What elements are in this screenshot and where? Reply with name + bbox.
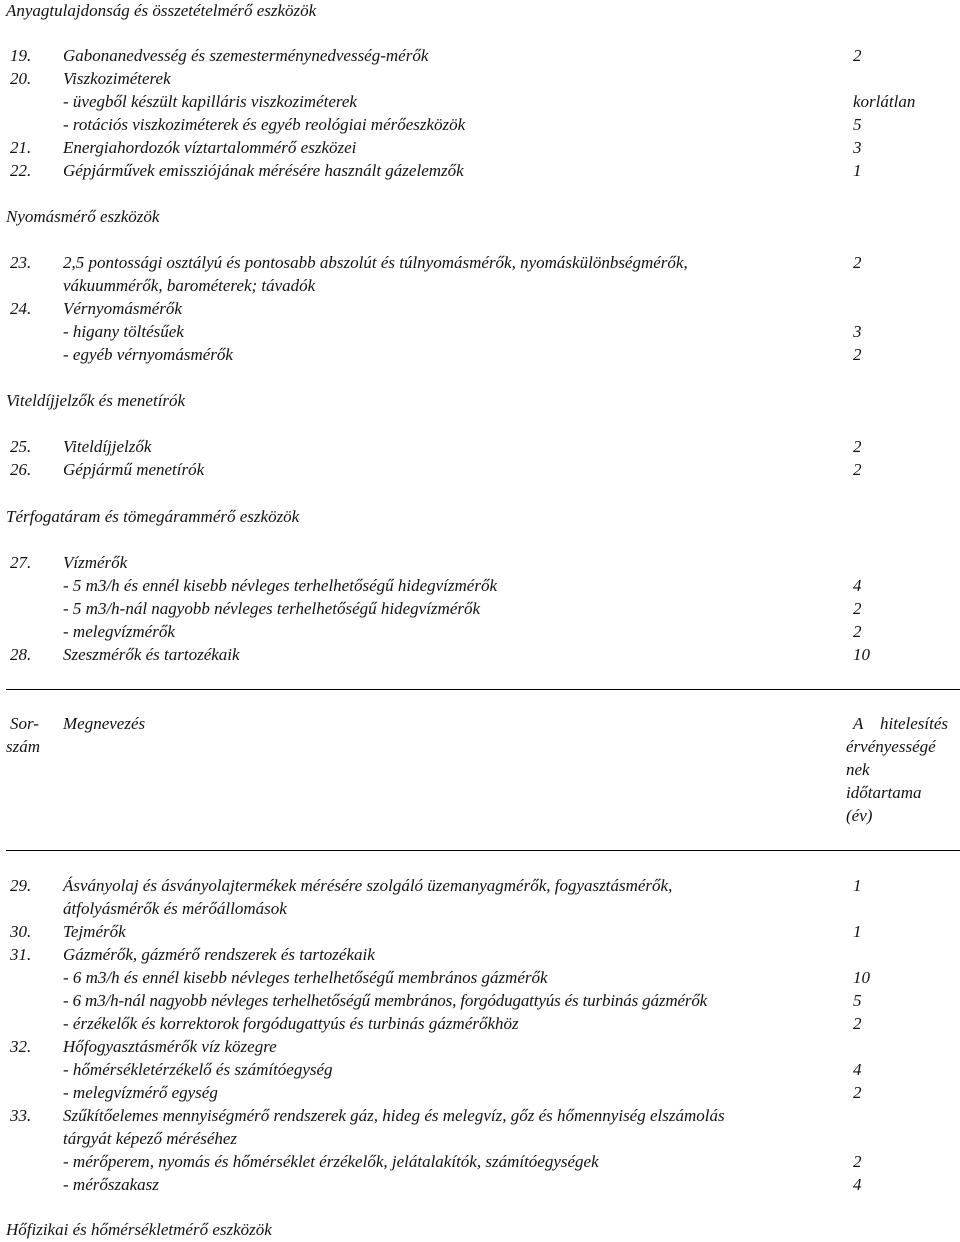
item-31a-value: 10 (853, 968, 870, 987)
item-31b-value: 5 (853, 991, 862, 1010)
item-19-value: 2 (853, 46, 862, 65)
table-header-top-rule (6, 689, 960, 690)
item-24-number: 24. (10, 299, 32, 318)
item-27c-value: 2 (853, 622, 862, 641)
item-32a-value: 4 (853, 1060, 862, 1079)
item-32b-value: 2 (853, 1083, 862, 1102)
item-29-number: 29. (10, 876, 32, 895)
item-29-value: 1 (853, 876, 862, 895)
header-col-sorszam-line2: szám (6, 737, 41, 756)
item-20a-value: korlátlan (853, 92, 916, 111)
header-col-megnevezes: Megnevezés (63, 714, 146, 733)
item-24-text: Vérnyomásmérők (63, 299, 182, 318)
item-33b-value: 4 (853, 1175, 862, 1194)
header-col-ido-line4: időtartama (846, 783, 922, 802)
header-col-ido-line3: nek (846, 760, 870, 779)
item-33-number: 33. (10, 1106, 32, 1125)
item-19-number: 19. (10, 46, 32, 65)
section-title-nyomasmero: Nyomásmérő eszközök (6, 207, 160, 226)
item-27-number: 27. (10, 553, 32, 572)
item-22-number: 22. (10, 161, 32, 180)
section-title-anyagtulajdonsag: Anyagtulajdonság és összetételmérő eszközök (6, 1, 317, 20)
item-27c-text: - melegvízmérők (63, 622, 175, 641)
item-23-value: 2 (853, 253, 862, 272)
item-28-number: 28. (10, 645, 32, 664)
item-25-value: 2 (853, 437, 862, 456)
item-31-text: Gázmérők, gázmérő rendszerek és tartozékaik (63, 945, 375, 964)
section-title-terfogataram: Térfogatáram és tömegárammérő eszközök (6, 507, 300, 526)
item-22-value: 1 (853, 161, 862, 180)
item-29-text: Ásványolaj és ásványolajtermékek mérésére szolgáló üzemanyagmérők, fogyasztásmérők, (63, 876, 673, 895)
item-20b-value: 5 (853, 115, 862, 134)
header-col-ido-line2: érvényességé (846, 737, 936, 756)
item-28-value: 10 (853, 645, 870, 664)
item-20-text: Viszkoziméterek (63, 69, 171, 88)
item-23-text: 2,5 pontossági osztályú és pontosabb abszolút és túlnyomásmérők, nyomáskülönbségmérők, (63, 253, 688, 272)
section-title-hofizikai: Hőfizikai és hőmérsékletmérő eszközök (6, 1220, 272, 1239)
item-32a-text: - hőmérsékletérzékelő és számítóegység (63, 1060, 333, 1079)
item-27a-value: 4 (853, 576, 862, 595)
item-32b-text: - melegvízmérő egység (63, 1083, 218, 1102)
item-32-number: 32. (10, 1037, 32, 1056)
item-29-text-line2: átfolyásmérők és mérőállomások (63, 899, 287, 918)
item-24a-value: 3 (853, 322, 862, 341)
item-33-text-line2: tárgyát képező méréséhez (63, 1129, 238, 1148)
item-32-text: Hőfogyasztásmérők víz közegre (63, 1037, 277, 1056)
header-col-ido-line5: (év) (846, 806, 873, 825)
header-col-ido-word-hitelesites: hitelesítés (880, 714, 948, 733)
item-26-text: Gépjármű menetírók (63, 460, 205, 479)
item-25-text: Viteldíjjelzők (63, 437, 152, 456)
item-27b-value: 2 (853, 599, 862, 618)
section-title-viteldijjelzok: Viteldíjjelzők és menetírók (6, 391, 186, 410)
item-33a-text: - mérőperem, nyomás és hőmérséklet érzékelők, jelátalakítók, számítóegységek (63, 1152, 599, 1171)
item-20-number: 20. (10, 69, 32, 88)
item-24a-text: - higany töltésűek (63, 322, 184, 341)
item-27b-text: - 5 m3/h-nál nagyobb névleges terhelhetőségű hidegvízmérők (63, 599, 481, 618)
item-24b-value: 2 (853, 345, 862, 364)
item-20a-text: - üvegből készült kapilláris viszkoziméterek (63, 92, 357, 111)
item-21-text: Energiahordozók víztartalommérő eszközei (63, 138, 357, 157)
item-33-text: Szűkítőelemes mennyiségmérő rendszerek gáz, hideg és melegvíz, gőz és hőmennyiség elszámolás (63, 1106, 725, 1125)
item-30-number: 30. (10, 922, 32, 941)
item-24b-text: - egyéb vérnyomásmérők (63, 345, 233, 364)
item-21-value: 3 (853, 138, 862, 157)
header-col-sorszam-line1: Sor- (10, 714, 39, 733)
item-31c-text: - érzékelők és korrektorok forgódugattyús és turbinás gázmérőkhöz (63, 1014, 519, 1033)
item-27a-text: - 5 m3/h és ennél kisebb névleges terhelhetőségű hidegvízmérők (63, 576, 497, 595)
item-20b-text: - rotációs viszkoziméterek és egyéb reológiai mérőeszközök (63, 115, 466, 134)
item-31a-text: - 6 m3/h és ennél kisebb névleges terhelhetőségű membrános gázmérők (63, 968, 548, 987)
item-31-number: 31. (10, 945, 32, 964)
item-33a-value: 2 (853, 1152, 862, 1171)
item-26-value: 2 (853, 460, 862, 479)
item-26-number: 26. (10, 460, 32, 479)
item-19-text: Gabonanedvesség és szemesterménynedvesség-mérők (63, 46, 429, 65)
item-30-value: 1 (853, 922, 862, 941)
item-31b-text: - 6 m3/h-nál nagyobb névleges terhelhetőségű membrános, forgódugattyús és turbinás gázmérők (63, 991, 708, 1010)
item-21-number: 21. (10, 138, 32, 157)
item-30-text: Tejmérők (63, 922, 126, 941)
item-22-text: Gépjárművek emissziójának mérésére használt gázelemzők (63, 161, 464, 180)
table-header-bottom-rule (6, 850, 960, 851)
item-25-number: 25. (10, 437, 32, 456)
item-23-number: 23. (10, 253, 32, 272)
item-33b-text: - mérőszakasz (63, 1175, 159, 1194)
item-23-text-line2: vákuummérők, barométerek; távadók (63, 276, 316, 295)
item-28-text: Szeszmérők és tartozékaik (63, 645, 240, 664)
item-27-text: Vízmérők (63, 553, 128, 572)
header-col-ido-word-a: A (853, 714, 864, 733)
item-31c-value: 2 (853, 1014, 862, 1033)
